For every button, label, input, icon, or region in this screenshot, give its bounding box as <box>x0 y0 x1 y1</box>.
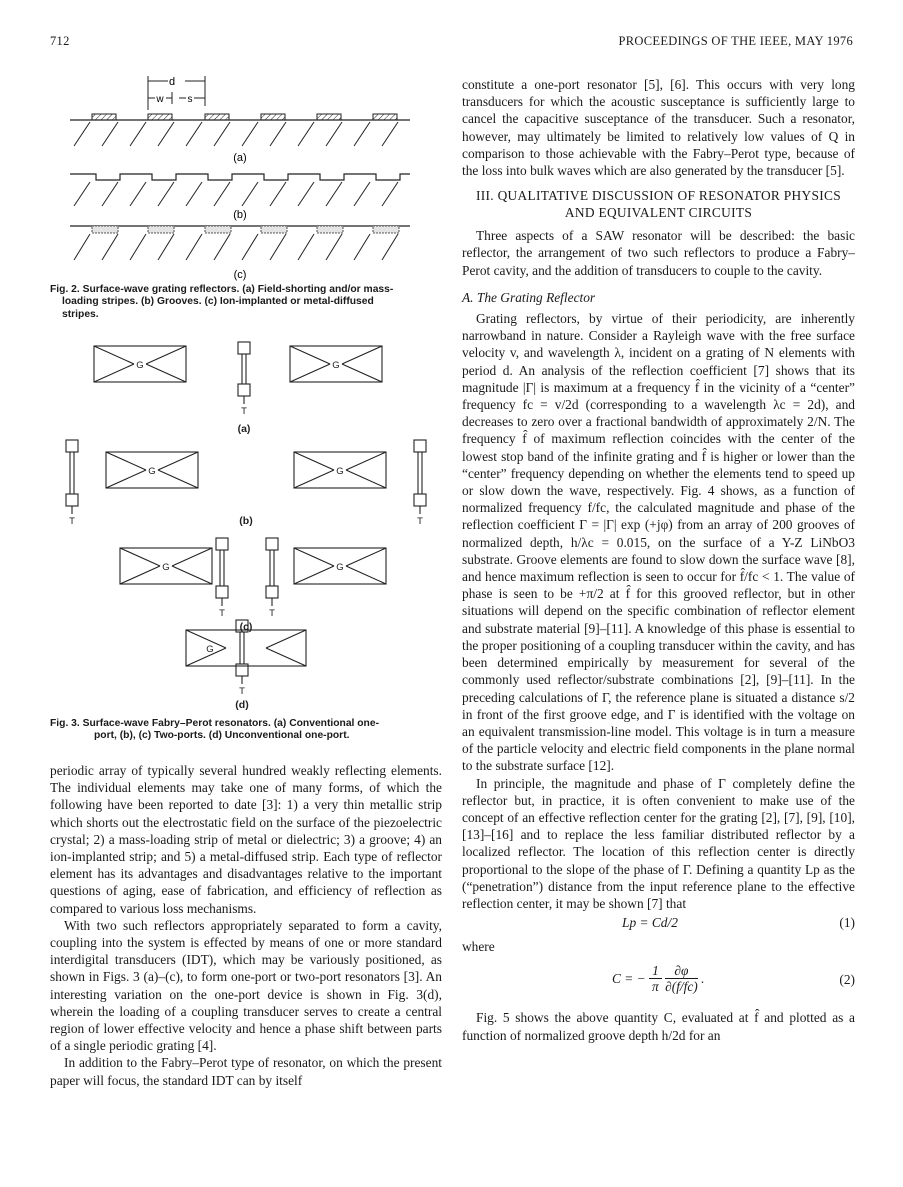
journal-header: PROCEEDINGS OF THE IEEE, MAY 1976 <box>618 34 853 48</box>
fig2-caption <box>50 284 450 321</box>
where-text: where <box>462 939 495 955</box>
left-paragraph-2: With two such reflectors appropriately separated to form a cavity, coupling into the system is effected by means of one or more standard interdigital transducers (IDT), which may be variously positioned, as shown in Figs. 3 (a)–(c), to form one-port or two-port resonators [3]. An interesting variation on the one-port device is shown in Fig. 3(d), wherein the loading of a coupling transducer serves to create a central region of lower effective velocity and hence a phase shift between parts of a single periodic grating [4]. <box>50 917 442 1054</box>
right-paragraph-1: Three aspects of a SAW resonator will be described: the basic reflector, the arrangement of two such reflectors to produce a Fabry–Perot cavity, and the addition of transducers to couple to the cavity. <box>462 228 855 278</box>
left-paragraph-1: periodic array of typically several hundred weakly reflecting elements. The individual elements may take one of many forms, of which the following have been reported to date [3]: 1) a very thin metallic strip which shorts out the electrostatic field on the surface of the piezoelectric crystal; 2) a mass-loading strip of metal or dielectric; 3) a groove; 4) an ion-implanted strip; and 5) a metal-diffused strip. Each type of reflector element has its advantages and disadvantages relative to the important questions of aging, ease of fabrication, and efficiency of reflection as compared to various loss mechanisms. <box>50 763 442 916</box>
left-paragraph-3: In addition to the Fabry–Perot type of resonator, on which the present paper will focus, the standard IDT can by itself <box>50 1055 442 1088</box>
equation-2-lhs: C = − <box>612 971 646 987</box>
fig2-label-c: (c) <box>233 269 247 281</box>
fig3b-transducer-left <box>66 440 78 514</box>
fig3c-transducer-2 <box>266 538 278 606</box>
right-paragraph-0: constitute a one-port resonator [5], [6]. This occurs with very long transducers for which the acoustic susceptance is sufficiently large to cancel the capacitive susceptance of the transducer. Such a resonator, however, may ultimately be limited to relatively low values of Q in comparison to those achievable with the Fabry–Perot type, because of the loss into bulk waves which are also generated by the transducer [5]. <box>462 77 855 179</box>
fig3d-grating <box>186 630 306 666</box>
fig3a-g-left: G <box>136 360 144 371</box>
right-paragraph-3: In principle, the magnitude and phase of Γ completely define the reflector but, in practice, it is often convenient to make use of the concept of an effective reflection center for the grating [2], [7], [9], [10], [13]–[16] and to replace the less familiar distributed reflector by a localized reflector. The location of this reflection center is directly proportional to the slope of the phase of Γ. Defining a quantity Lp as the (“penetration”) distance from the input reference plane to the effective reflection center, it may be shown [7] that <box>462 775 855 911</box>
fig3b-t-right: T <box>417 516 423 527</box>
fig3c-transducer-1 <box>216 538 228 606</box>
fig2-caption-line1: Fig. 2. Surface-wave grating reflectors. (a) Field-shorting and/or mass- <box>50 284 394 295</box>
fig3-caption-line2: port, (b), (c) Two-ports. (d) Unconventional one-port. <box>94 730 350 742</box>
fig2-label-b: (b) <box>233 209 247 221</box>
fig2-dim-w: w <box>156 94 164 105</box>
fig2-dim-s: s <box>187 94 193 105</box>
fig2c-substrate <box>70 226 410 260</box>
fig3-caption-line1: Fig. 3. Surface-wave Fabry–Perot resonators. (a) Conventional one- <box>50 718 380 729</box>
right-paragraph-4: Fig. 5 shows the above quantity C, evaluated at f̂ and plotted as a function of normalized groove depth h/2d for an <box>462 1010 855 1043</box>
fig3-label-d: (d) <box>235 699 249 711</box>
fig3-label-a: (a) <box>237 423 251 435</box>
fig3b-g-left: G <box>148 466 156 477</box>
equation-2-frac2-top: ∂φ <box>665 963 698 979</box>
fig3b-g-right: G <box>336 466 344 477</box>
right-column-text <box>462 76 855 1044</box>
fig3-caption <box>50 718 450 743</box>
equation-2-frac1 <box>649 963 662 994</box>
equation-1-body: Lp = Cd/2 <box>622 915 678 931</box>
fig2-label-a: (a) <box>233 152 247 164</box>
fig3b-transducer-right <box>414 440 426 514</box>
equation-2 <box>462 961 855 1001</box>
equation-1 <box>462 914 855 936</box>
equation-2-frac1-bot: π <box>652 979 659 995</box>
section-heading-line2: AND EQUIVALENT CIRCUITS <box>564 205 753 221</box>
fig2-grating-reflectors <box>60 70 420 284</box>
fig2-caption-line2: loading stripes. (b) Grooves. (c) Ion-implanted or metal-diffused <box>62 296 374 308</box>
fig3c-g-right: G <box>336 562 344 573</box>
fig2b-substrate <box>70 174 410 206</box>
subsection-heading: A. The Grating Reflector <box>462 289 596 305</box>
equation-2-body <box>612 963 704 994</box>
fig3-label-b: (b) <box>239 515 253 527</box>
equation-2-number: (2) <box>839 972 855 988</box>
fig2-dim-d: d <box>168 76 176 88</box>
fig2a-substrate <box>70 114 410 146</box>
fig3c-g-left: G <box>162 562 170 573</box>
left-column-text <box>50 762 442 1089</box>
fig3-label-c: (c) <box>239 621 253 633</box>
fig3-resonators <box>50 334 450 714</box>
fig2-caption-line3: stripes. <box>62 308 99 320</box>
equation-2-tail: . <box>701 971 705 987</box>
fig3a-g-right: G <box>332 360 340 371</box>
page-number: 712 <box>50 34 70 48</box>
fig3d-t: T <box>239 686 245 697</box>
fig3a-t: T <box>241 406 247 417</box>
equation-2-frac2-bot: ∂(f/fc) <box>665 979 698 995</box>
right-paragraph-2: Grating reflectors, by virtue of their periodicity, are inherently narrowband in nature. Consider a Rayleigh wave with the free surface velocity v, and wavelength λ, incident on a grating of N elements with period d. An analysis of the reflection coefficient [7] shows that its magnitude |Γ| is maximum at a frequency f̂ in the vicinity of a “center” frequency fc = v/2d (corresponding to a wavelength λc = 2d), and decreases to zero over a fractional bandwidth of approximately 2/N. The frequency f̂ of maximum reflection coincides with the center of the lowest stop band of the infinite grating and f̂ is higher or lower than the “center” frequency depending on whether the elements tend to speed up or slow down the wave, respectively. Fig. 4 shows, as a function of normalized frequency f/fc, the calculated magnitude and phase of the reflection coefficient Γ = |Γ| exp (+jφ) from an array of 200 grooves of normalized depth, h/λc = 0.015, on the surface of a Y-Z LiNbO3 substrate. Groove elements are found to slow down the surface wave [8], and hence maximum reflection is seen to occur for f̂/fc < 1. The value of phase is seen to be +π/2 at f̂ for this grooved reflector, but in other situations will depend on the specific combination of reflector element and substrate material [9]–[11]. A knowledge of this phase is essential to the proper positioning of a coupling transducer within the cavity, and has been determined empirically by measurement for several of the commonly used reflector/substrate combinations [2], [9]–[11]. In the preceding calculations of Γ, the reference plane is situated a distance s/2 in front of the first groove edge, and Γ is identified with the voltage on an equivalent transmission-line model. This voltage is in turn a measure of the particle velocity and electric field components in the plane normal to the substrate surface [12]. <box>462 311 855 774</box>
fig3a-transducer <box>238 342 250 404</box>
fig3b-t-left: T <box>69 516 75 527</box>
section-heading <box>462 187 855 221</box>
equation-1-number: (1) <box>839 915 855 931</box>
fig3c-t-2: T <box>269 608 275 619</box>
section-heading-line1: III. QUALITATIVE DISCUSSION OF RESONATOR PHYSICS <box>476 188 841 204</box>
fig3c-t-1: T <box>219 608 225 619</box>
equation-2-frac2 <box>665 963 698 994</box>
equation-2-frac1-top: 1 <box>649 963 662 979</box>
fig3d-g: G <box>206 644 214 655</box>
